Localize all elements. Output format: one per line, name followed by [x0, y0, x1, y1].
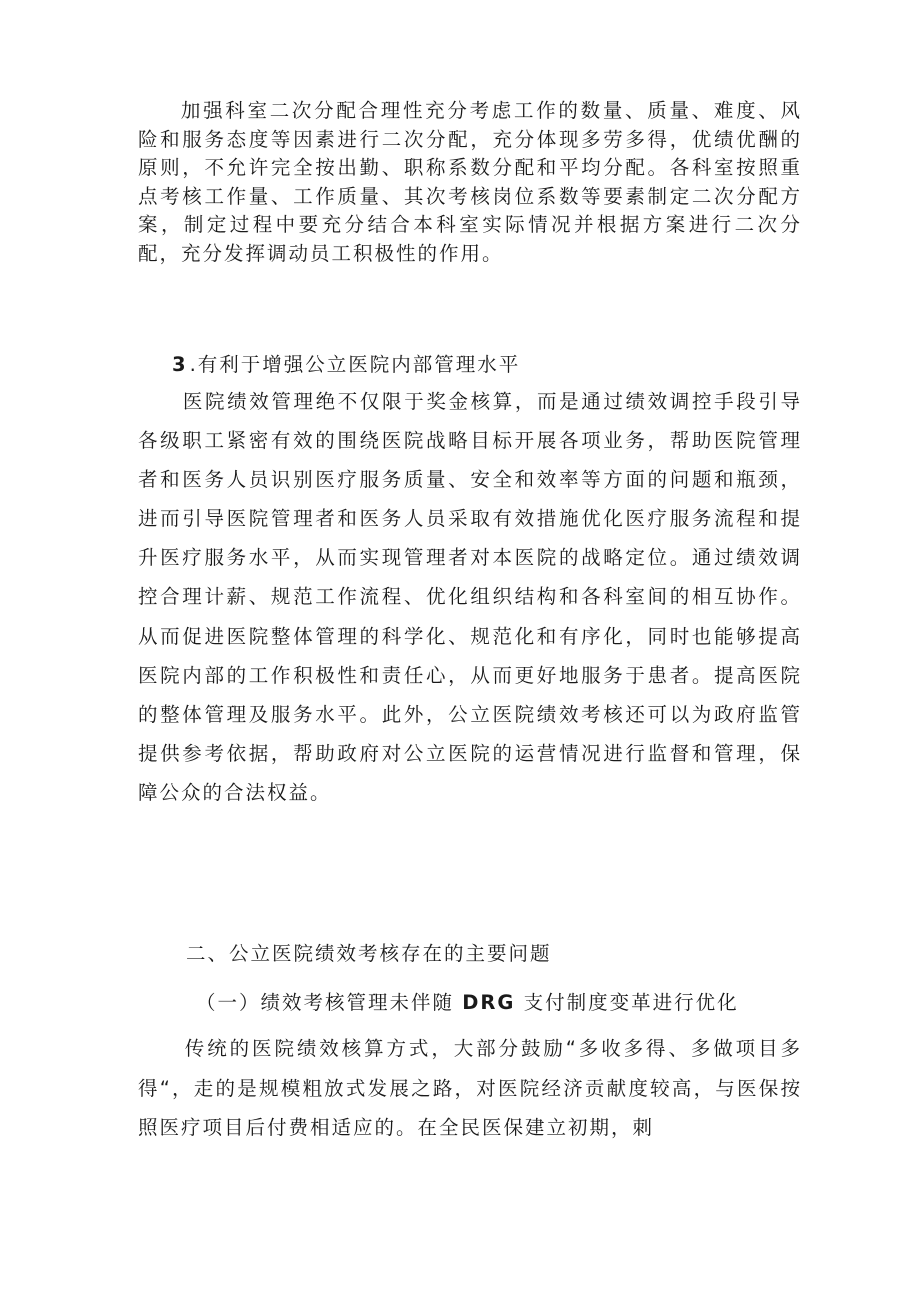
subsection-heading-drg: [196, 983, 796, 1023]
body-paragraph-performance-management: 医院绩效管理绝不仅限于奖金核算，而是通过绩效调控手段引导各级职工紧密有效的围绕医院战略目标开展各项业务，帮助医院管理者和医务人员识别医疗服务质量、安全和效率等方面的问题和瓶颈，进而引导医院管理者和医务人员采取有效措施优化医疗服务流程和提升医疗服务水平，从而实现管理者对本医院的战略定位。通过绩效调控合理计薪、规范工作流程、优化组织结构和各科室间的相互协作。从而促进医院整体管理的科学化、规范化和有序化，同时也能够提高医院内部的工作积极性和责任心，从而更好地服务于患者。提高医院的整体管理及服务水平。此外，公立医院绩效考核还可以为政府监管提供参考依据，帮助政府对公立医院的运营情况进行监督和管理，保障公众的合法权益。: [138, 390, 802, 804]
subsection-prefix: （一）绩效考核管理未伴随: [196, 991, 455, 1014]
body-paragraph-traditional-accounting: 传统的医院绩效核算方式，大部分鼓励“多收多得、多做项目多得“，走的是规模粗放式发展之路，对医院经济贡献度较高，与医保按照医疗项目后付费相适应的。在全民医保建立初期，刺: [138, 1037, 802, 1139]
section-heading-main-problems: 二、公立医院绩效考核存在的主要问题: [186, 942, 552, 965]
heading-number: 3: [172, 353, 188, 376]
body-paragraph-secondary-distribution: 加强科室二次分配合理性充分考虑工作的数量、质量、难度、风险和服务态度等因素进行二次分配，充分体现多劳多得，优绩优酬的原则，不允许完全按出勤、职称系数分配和平均分配。各科室按照重点考核工作量、工作质量、其次考核岗位系数等要素制定二次分配方案，制定过程中要充分结合本科室实际情况并根据方案进行二次分配，充分发挥调动员工积极性的作用。: [138, 99, 802, 265]
heading-text: .有利于增强公立医院内部管理水平: [189, 353, 521, 376]
subsection-suffix: 支付制度变革进行优化: [523, 991, 739, 1014]
subsection-drg-term: DRG: [462, 991, 516, 1014]
heading-management-level: [172, 345, 792, 385]
